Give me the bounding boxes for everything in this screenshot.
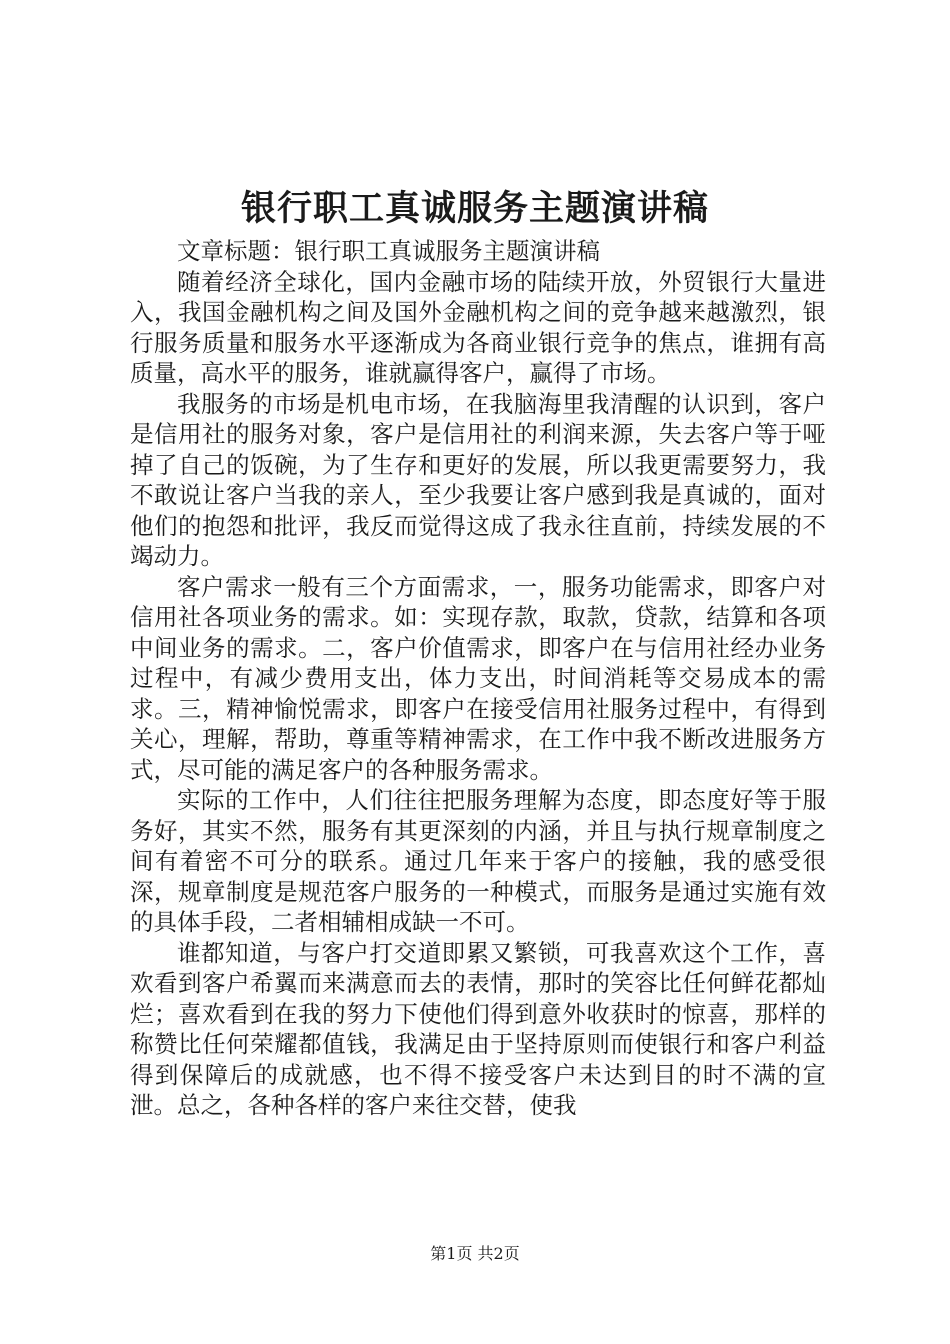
document-body	[130, 236, 826, 1121]
paragraph: 我服务的市场是机电市场，在我脑海里我清醒的认识到，客户是信用社的服务对象，客户是信用社的利润来源，失去客户等于哑掉了自己的饭碗，为了生存和更好的发展，所以我更需要努力，我不敢说让客户当我的亲人，至少我要让客户感到我是真诚的，面对他们的抱怨和批评，我反而觉得这成了我永往直前，持续发展的不竭动力。	[130, 389, 826, 570]
paragraph: 客户需求一般有三个方面需求，一，服务功能需求，即客户对信用社各项业务的需求。如：实现存款，取款，贷款，结算和各项中间业务的需求。二，客户价值需求，即客户在与信用社经办业务过程中，有减少费用支出，体力支出，时间消耗等交易成本的需求。三，精神愉悦需求，即客户在接受信用社服务过程中，有得到关心，理解，帮助，尊重等精神需求，在工作中我不断改进服务方式，尽可能的满足客户的各种服务需求。	[130, 572, 826, 784]
paragraph: 随着经济全球化，国内金融市场的陆续开放，外贸银行大量进入，我国金融机构之间及国外金融机构之间的竞争越来越激烈，银行服务质量和服务水平逐渐成为各商业银行竞争的焦点，谁拥有高质量，高水平的服务，谁就赢得客户，赢得了市场。	[130, 267, 826, 387]
paragraph: 谁都知道，与客户打交道即累又繁锁，可我喜欢这个工作，喜欢看到客户希翼而来满意而去的表情，那时的笑容比任何鲜花都灿烂；喜欢看到在我的努力下使他们得到意外收获时的惊喜，那样的称赞比任何荣耀都值钱，我满足由于坚持原则而使银行和客户利益得到保障后的成就感，也不得不接受客户未达到目的时不满的宣泄。总之，各种各样的客户来往交替，使我	[130, 938, 826, 1119]
article-title-line: 文章标题：银行职工真诚服务主题演讲稿	[177, 237, 600, 265]
document-title: 银行职工真诚服务主题演讲稿	[240, 188, 709, 229]
page-number-footer: 第1页 共2页	[430, 1244, 520, 1263]
paragraph: 实际的工作中，人们往往把服务理解为态度，即态度好等于服务好，其实不然，服务有其更深刻的内涵，并且与执行规章制度之间有着密不可分的联系。通过几年来于客户的接触，我的感受很深，规章制度是规范客户服务的一种模式，而服务是通过实施有效的具体手段，二者相辅相成缺一不可。	[130, 786, 826, 936]
